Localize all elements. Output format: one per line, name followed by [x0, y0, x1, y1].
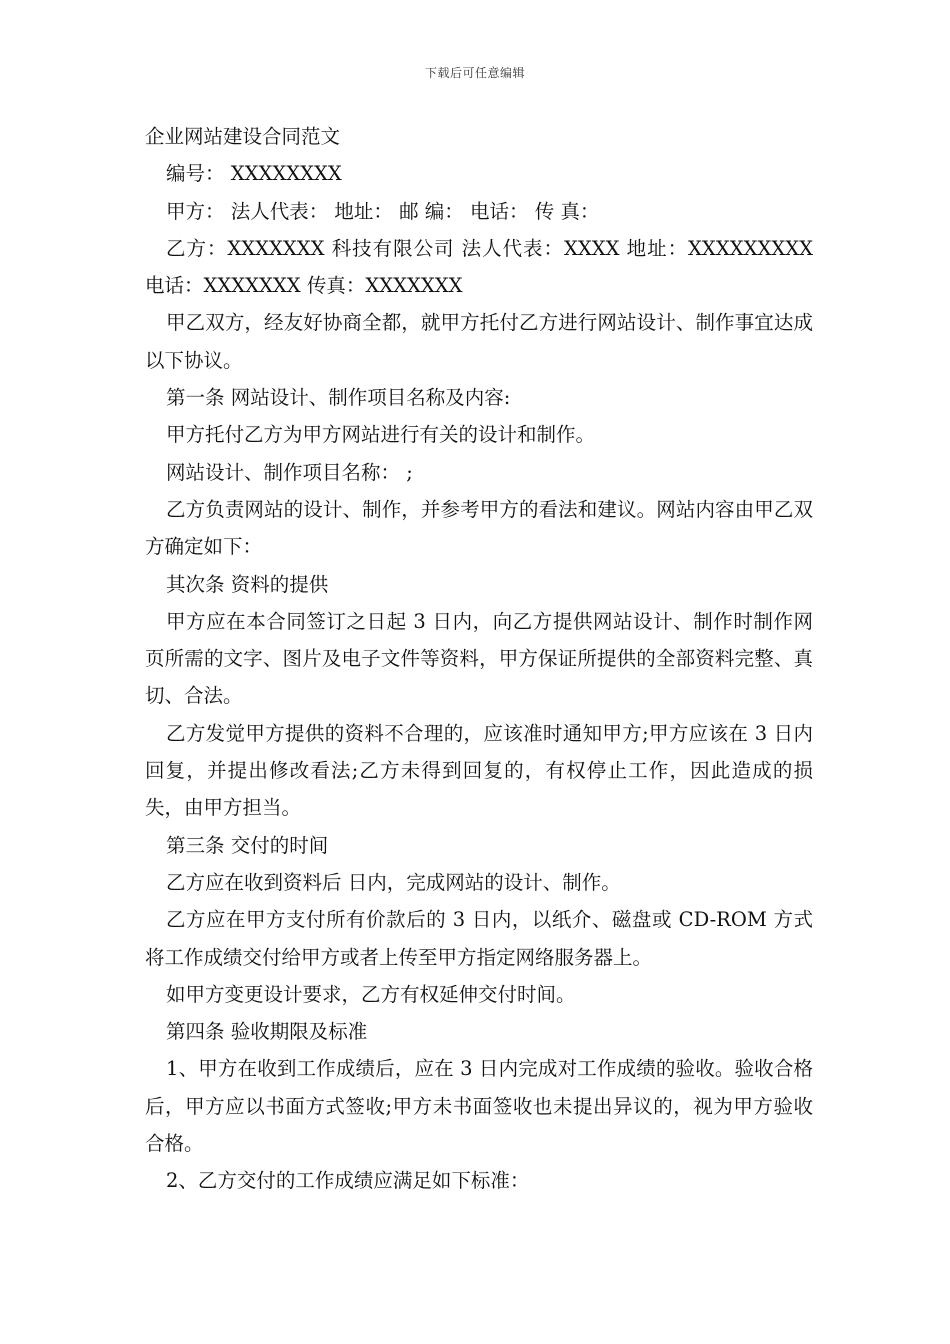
page-header: 下载后可任意编辑: [424, 66, 525, 80]
article-4-item-1: 1、甲方在收到工作成绩后，应在 3 日内完成对工作成绩的验收。验收合格后，甲方应以书面方式签收;甲方未书面签收也未提出异议的，视为甲方验收合格。: [145, 1057, 813, 1156]
article-3-heading: 第三条 交付的时间: [166, 833, 329, 857]
article-1-content-paragraph: 乙方负责网站的设计、制作，并参考甲方的看法和建议。网站内容由甲乙双方确定如下：: [145, 497, 813, 559]
article-1-project-name: 网站设计、制作项目名称： ;: [166, 460, 413, 484]
party-a-info: 甲方： 法人代表： 地址： 邮 编： 电话： 传 真：: [166, 199, 600, 223]
article-2-heading: 其次条 资料的提供: [166, 572, 329, 596]
article-2-paragraph-2: 乙方发觉甲方提供的资料不合理的，应该准时通知甲方;甲方应该在 3 日内回复，并提出修改看法;乙方未得到回复的，有权停止工作，因此造成的损失，由甲方担当。: [145, 721, 813, 820]
article-3-paragraph-1: 乙方应在收到资料后 日内，完成网站的设计、制作。: [166, 870, 621, 894]
article-4-item-2: 2、乙方交付的工作成绩应满足如下标准：: [166, 1169, 530, 1193]
party-b-info: 乙方：XXXXXXX 科技有限公司 法人代表：XXXX 地址：XXXXXXXXX 电话：XXXXXXX 传真：XXXXXXX: [145, 236, 813, 298]
article-3-paragraph-3: 如甲方变更设计要求，乙方有权延伸交付时间。: [166, 982, 576, 1006]
article-1-heading: 第一条 网站设计、制作项目名称及内容:: [166, 386, 511, 410]
document-title: 企业网站建设合同范文: [145, 125, 341, 148]
article-4-heading: 第四条 验收期限及标准: [166, 1020, 368, 1044]
article-2-paragraph-1: 甲方应在本合同签订之日起 3 日内，向乙方提供网站设计、制作时制作网页所需的文字、图片及电子文件等资料，甲方保证所提供的全部资料完整、真切、合法。: [145, 609, 813, 708]
contract-number: 编号： XXXXXXXX: [166, 162, 342, 186]
document-body: [145, 118, 813, 1200]
article-1-paragraph: 甲方托付乙方为甲方网站进行有关的设计和制作。: [166, 423, 596, 447]
article-3-paragraph-2: 乙方应在甲方支付所有价款后的 3 日内，以纸介、磁盘或 CD-ROM 方式将工作成绩交付给甲方或者上传至甲方指定网络服务器上。: [145, 908, 813, 969]
preamble-paragraph: 甲乙双方，经友好协商全都，就甲方托付乙方进行网站设计、制作事宜达成以下协议。: [145, 311, 813, 372]
